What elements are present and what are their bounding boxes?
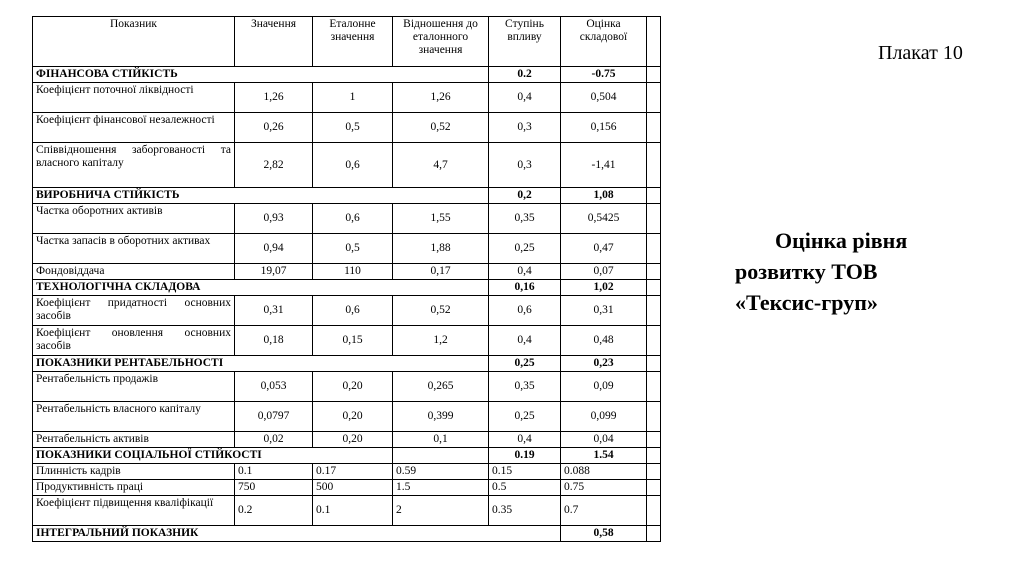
- column-header: Ступінь впливу: [489, 17, 561, 67]
- indicator-value: 0,47: [561, 234, 647, 264]
- indicator-value: 1.5: [393, 480, 489, 496]
- indicator-value: 2,82: [235, 143, 313, 188]
- empty-cell: [647, 480, 661, 496]
- indicator-name: Рентабельність активів: [33, 432, 235, 448]
- indicator-value: 0,15: [313, 326, 393, 356]
- indicator-value: 0,399: [393, 402, 489, 432]
- indicator-value: 0,5425: [561, 204, 647, 234]
- section-row: [33, 67, 661, 83]
- indicator-value: 1,88: [393, 234, 489, 264]
- indicator-value: 0,09: [561, 372, 647, 402]
- indicator-value: 0,6: [313, 143, 393, 188]
- indicator-value: 0,07: [561, 264, 647, 280]
- indicator-value: 0,31: [235, 296, 313, 326]
- column-header: Оцінка складової: [561, 17, 647, 67]
- indicator-value: 2: [393, 496, 489, 526]
- empty-cell: [647, 264, 661, 280]
- table-row: [33, 372, 661, 402]
- section-name: ФІНАНСОВА СТІЙКІСТЬ: [33, 67, 489, 83]
- indicator-value: 0,94: [235, 234, 313, 264]
- column-header: Еталонне значення: [313, 17, 393, 67]
- section-influence: 0,25: [489, 356, 561, 372]
- indicator-value: 0,52: [393, 296, 489, 326]
- indicator-value: 0,4: [489, 326, 561, 356]
- indicator-name: Частка запасів в оборотних активах: [33, 234, 235, 264]
- indicator-value: 0,25: [489, 234, 561, 264]
- indicator-value: 0.15: [489, 464, 561, 480]
- indicator-value: 0.75: [561, 480, 647, 496]
- empty-cell: [647, 296, 661, 326]
- section-score: 1,02: [561, 280, 647, 296]
- indicator-value: 0,26: [235, 113, 313, 143]
- table-row: [33, 480, 661, 496]
- indicator-value: 1: [313, 83, 393, 113]
- table-row: [33, 496, 661, 526]
- empty-cell: [647, 83, 661, 113]
- empty-cell: [647, 356, 661, 372]
- section-name: ТЕХНОЛОГІЧНА СКЛАДОВА: [33, 280, 489, 296]
- indicator-value: 0,1: [393, 432, 489, 448]
- section-row: [33, 356, 661, 372]
- section-row: [33, 188, 661, 204]
- indicator-value: 0,17: [393, 264, 489, 280]
- empty-cell: [647, 67, 661, 83]
- indicator-value: 0.1: [235, 464, 313, 480]
- indicator-value: 0,48: [561, 326, 647, 356]
- side-title-line: Оцінка рівня: [775, 228, 908, 253]
- section-influence: 0,16: [489, 280, 561, 296]
- indicator-name: Рентабельність продажів: [33, 372, 235, 402]
- indicator-name: Коефіцієнт підвищення кваліфікації: [33, 496, 235, 526]
- indicator-value: 0,265: [393, 372, 489, 402]
- indicator-value: 0,504: [561, 83, 647, 113]
- indicator-value: 0.088: [561, 464, 647, 480]
- table-header-row: [33, 17, 661, 67]
- indicator-value: 0.35: [489, 496, 561, 526]
- column-header: Значення: [235, 17, 313, 67]
- indicator-value: 0,20: [313, 402, 393, 432]
- table-row: [33, 143, 661, 188]
- indicator-value: 0,04: [561, 432, 647, 448]
- indicator-name: Коефіцієнт придатності основних засобів: [33, 296, 235, 326]
- table-row: [33, 326, 661, 356]
- indicator-value: 1,55: [393, 204, 489, 234]
- indicator-value: 750: [235, 480, 313, 496]
- empty-cell: [647, 432, 661, 448]
- table-row: [33, 432, 661, 448]
- empty-cell: [647, 402, 661, 432]
- indicator-value: 110: [313, 264, 393, 280]
- empty-cell: [647, 326, 661, 356]
- section-score: -0.75: [561, 67, 647, 83]
- empty-cell: [647, 17, 661, 67]
- side-title-line: «Тексис-груп»: [735, 290, 878, 315]
- indicator-name: Коефіцієнт поточної ліквідності: [33, 83, 235, 113]
- table-body: [33, 17, 661, 542]
- indicator-name: Коефіцієнт оновлення основних засобів: [33, 326, 235, 356]
- section-name: ПОКАЗНИКИ СОЦІАЛЬНОЇ СТІЙКОСТІ: [33, 448, 393, 464]
- indicator-name: Співвідношення заборгованості та власного капіталу: [33, 143, 235, 188]
- indicator-value: -1,41: [561, 143, 647, 188]
- table-row: [33, 83, 661, 113]
- indicator-value: 19,07: [235, 264, 313, 280]
- indicator-value: 1,26: [235, 83, 313, 113]
- indicator-value: 4,7: [393, 143, 489, 188]
- poster-label: Плакат 10: [878, 42, 963, 64]
- section-influence: 0.2: [489, 67, 561, 83]
- section-name: ПОКАЗНИКИ РЕНТАБЕЛЬНОСТІ: [33, 356, 489, 372]
- total-row: [33, 526, 661, 542]
- total-name: ІНТЕГРАЛЬНИЙ ПОКАЗНИК: [33, 526, 561, 542]
- indicator-value: 0,52: [393, 113, 489, 143]
- indicator-value: 0.2: [235, 496, 313, 526]
- indicator-value: 1,2: [393, 326, 489, 356]
- section-row: [33, 280, 661, 296]
- table-row: [33, 296, 661, 326]
- empty-cell: [647, 448, 661, 464]
- indicator-value: 0.7: [561, 496, 647, 526]
- indicator-value: 500: [313, 480, 393, 496]
- table-row: [33, 402, 661, 432]
- indicator-value: 0,02: [235, 432, 313, 448]
- indicator-value: 0,5: [313, 113, 393, 143]
- column-header: Показник: [33, 17, 235, 67]
- table-row: [33, 464, 661, 480]
- indicator-value: 0,20: [313, 432, 393, 448]
- empty-cell: [647, 188, 661, 204]
- table-row: [33, 264, 661, 280]
- column-header: Відношення до еталонного значення: [393, 17, 489, 67]
- indicator-value: 0,6: [313, 296, 393, 326]
- empty-cell: [647, 143, 661, 188]
- indicator-name: Продуктивність праці: [33, 480, 235, 496]
- section-row: [33, 448, 661, 464]
- empty-cell: [647, 234, 661, 264]
- indicator-value: 0,0797: [235, 402, 313, 432]
- empty-cell: [647, 113, 661, 143]
- indicator-value: 0,20: [313, 372, 393, 402]
- indicator-value: 0,053: [235, 372, 313, 402]
- indicator-value: 0,18: [235, 326, 313, 356]
- indicator-name: Фондовіддача: [33, 264, 235, 280]
- indicator-value: 0,93: [235, 204, 313, 234]
- indicator-value: 0.5: [489, 480, 561, 496]
- indicator-value: 0,4: [489, 432, 561, 448]
- section-influence: 0.19: [489, 448, 561, 464]
- section-name: ВИРОБНИЧА СТІЙКІСТЬ: [33, 188, 489, 204]
- section-score: 1.54: [561, 448, 647, 464]
- indicator-name: Коефіцієнт фінансової незалежності: [33, 113, 235, 143]
- indicator-value: 0,6: [489, 296, 561, 326]
- table-row: [33, 234, 661, 264]
- indicator-value: 0.59: [393, 464, 489, 480]
- section-score: 0,23: [561, 356, 647, 372]
- indicator-value: 0,35: [489, 372, 561, 402]
- indicator-value: 0,3: [489, 113, 561, 143]
- empty-cell: [647, 280, 661, 296]
- indicator-value: 0.1: [313, 496, 393, 526]
- side-title: [735, 225, 995, 318]
- indicator-value: 0,156: [561, 113, 647, 143]
- indicator-value: 0,099: [561, 402, 647, 432]
- table-row: [33, 113, 661, 143]
- empty-cell: [647, 372, 661, 402]
- table-row: [33, 204, 661, 234]
- side-title-line: розвитку ТОВ: [735, 259, 878, 284]
- indicator-value: 0.17: [313, 464, 393, 480]
- indicator-name: Рентабельність власного капіталу: [33, 402, 235, 432]
- empty-cell: [647, 204, 661, 234]
- section-influence: 0,2: [489, 188, 561, 204]
- indicator-value: 0,31: [561, 296, 647, 326]
- total-score: 0,58: [561, 526, 647, 542]
- indicator-value: 1,26: [393, 83, 489, 113]
- empty-cell: [647, 526, 661, 542]
- empty-cell: [647, 464, 661, 480]
- indicator-value: 0,4: [489, 264, 561, 280]
- indicator-value: 0,35: [489, 204, 561, 234]
- indicator-value: 0,3: [489, 143, 561, 188]
- indicator-value: 0,4: [489, 83, 561, 113]
- indicator-value: 0,5: [313, 234, 393, 264]
- indicator-value: 0,25: [489, 402, 561, 432]
- empty-cell: [647, 496, 661, 526]
- indicator-value: 0,6: [313, 204, 393, 234]
- empty-cell: [393, 448, 489, 464]
- indicator-name: Плинність кадрів: [33, 464, 235, 480]
- evaluation-table: [32, 16, 661, 542]
- indicator-name: Частка оборотних активів: [33, 204, 235, 234]
- section-score: 1,08: [561, 188, 647, 204]
